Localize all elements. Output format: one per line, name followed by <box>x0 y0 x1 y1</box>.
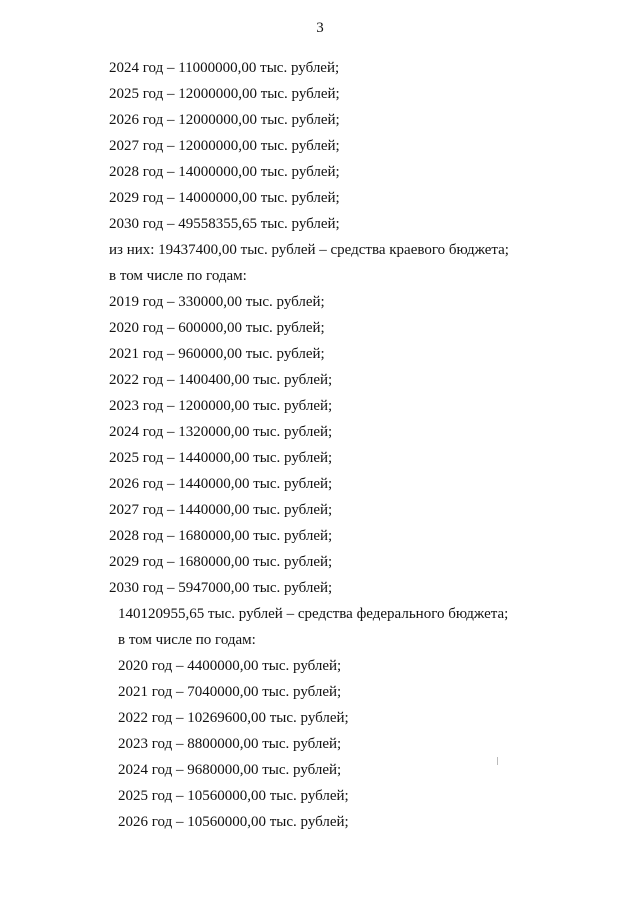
text-line: 140120955,65 тыс. рублей – средства федерального бюджета; <box>118 606 509 622</box>
text-line: 2026 год – 12000000,00 тыс. рублей; <box>109 112 340 128</box>
text-line: 2023 год – 1200000,00 тыс. рублей; <box>109 398 333 414</box>
text-line: 2025 год – 1440000,00 тыс. рублей; <box>109 450 333 466</box>
scan-speck <box>497 757 498 765</box>
text-line: 2030 год – 49558355,65 тыс. рублей; <box>109 216 340 232</box>
text-line: 2022 год – 10269600,00 тыс. рублей; <box>118 710 349 726</box>
text-line: 2020 год – 4400000,00 тыс. рублей; <box>118 658 342 674</box>
text-line: 2028 год – 1680000,00 тыс. рублей; <box>109 528 333 544</box>
page-number: 3 <box>316 20 324 36</box>
text-line: 2024 год – 1320000,00 тыс. рублей; <box>109 424 333 440</box>
text-line: 2028 год – 14000000,00 тыс. рублей; <box>109 164 340 180</box>
text-line: 2026 год – 10560000,00 тыс. рублей; <box>118 814 349 830</box>
text-line: 2020 год – 600000,00 тыс. рублей; <box>109 320 325 336</box>
text-line: 2027 год – 1440000,00 тыс. рублей; <box>109 502 333 518</box>
text-line: из них: 19437400,00 тыс. рублей – средства краевого бюджета; <box>109 242 509 258</box>
text-line: 2025 год – 12000000,00 тыс. рублей; <box>109 86 340 102</box>
text-line: 2029 год – 1680000,00 тыс. рублей; <box>109 554 333 570</box>
text-line: 2027 год – 12000000,00 тыс. рублей; <box>109 138 340 154</box>
text-line: в том числе по годам: <box>109 268 247 284</box>
text-line: 2021 год – 960000,00 тыс. рублей; <box>109 346 325 362</box>
text-line: 2030 год – 5947000,00 тыс. рублей; <box>109 580 333 596</box>
text-line: 2022 год – 1400400,00 тыс. рублей; <box>109 372 333 388</box>
text-line: в том числе по годам: <box>118 632 256 648</box>
text-line: 2024 год – 11000000,00 тыс. рублей; <box>109 60 340 76</box>
text-line: 2023 год – 8800000,00 тыс. рублей; <box>118 736 342 752</box>
text-line: 2024 год – 9680000,00 тыс. рублей; <box>118 762 342 778</box>
text-line: 2021 год – 7040000,00 тыс. рублей; <box>118 684 342 700</box>
text-line: 2026 год – 1440000,00 тыс. рублей; <box>109 476 333 492</box>
text-line: 2019 год – 330000,00 тыс. рублей; <box>109 294 325 310</box>
text-line: 2029 год – 14000000,00 тыс. рублей; <box>109 190 340 206</box>
text-line: 2025 год – 10560000,00 тыс. рублей; <box>118 788 349 804</box>
